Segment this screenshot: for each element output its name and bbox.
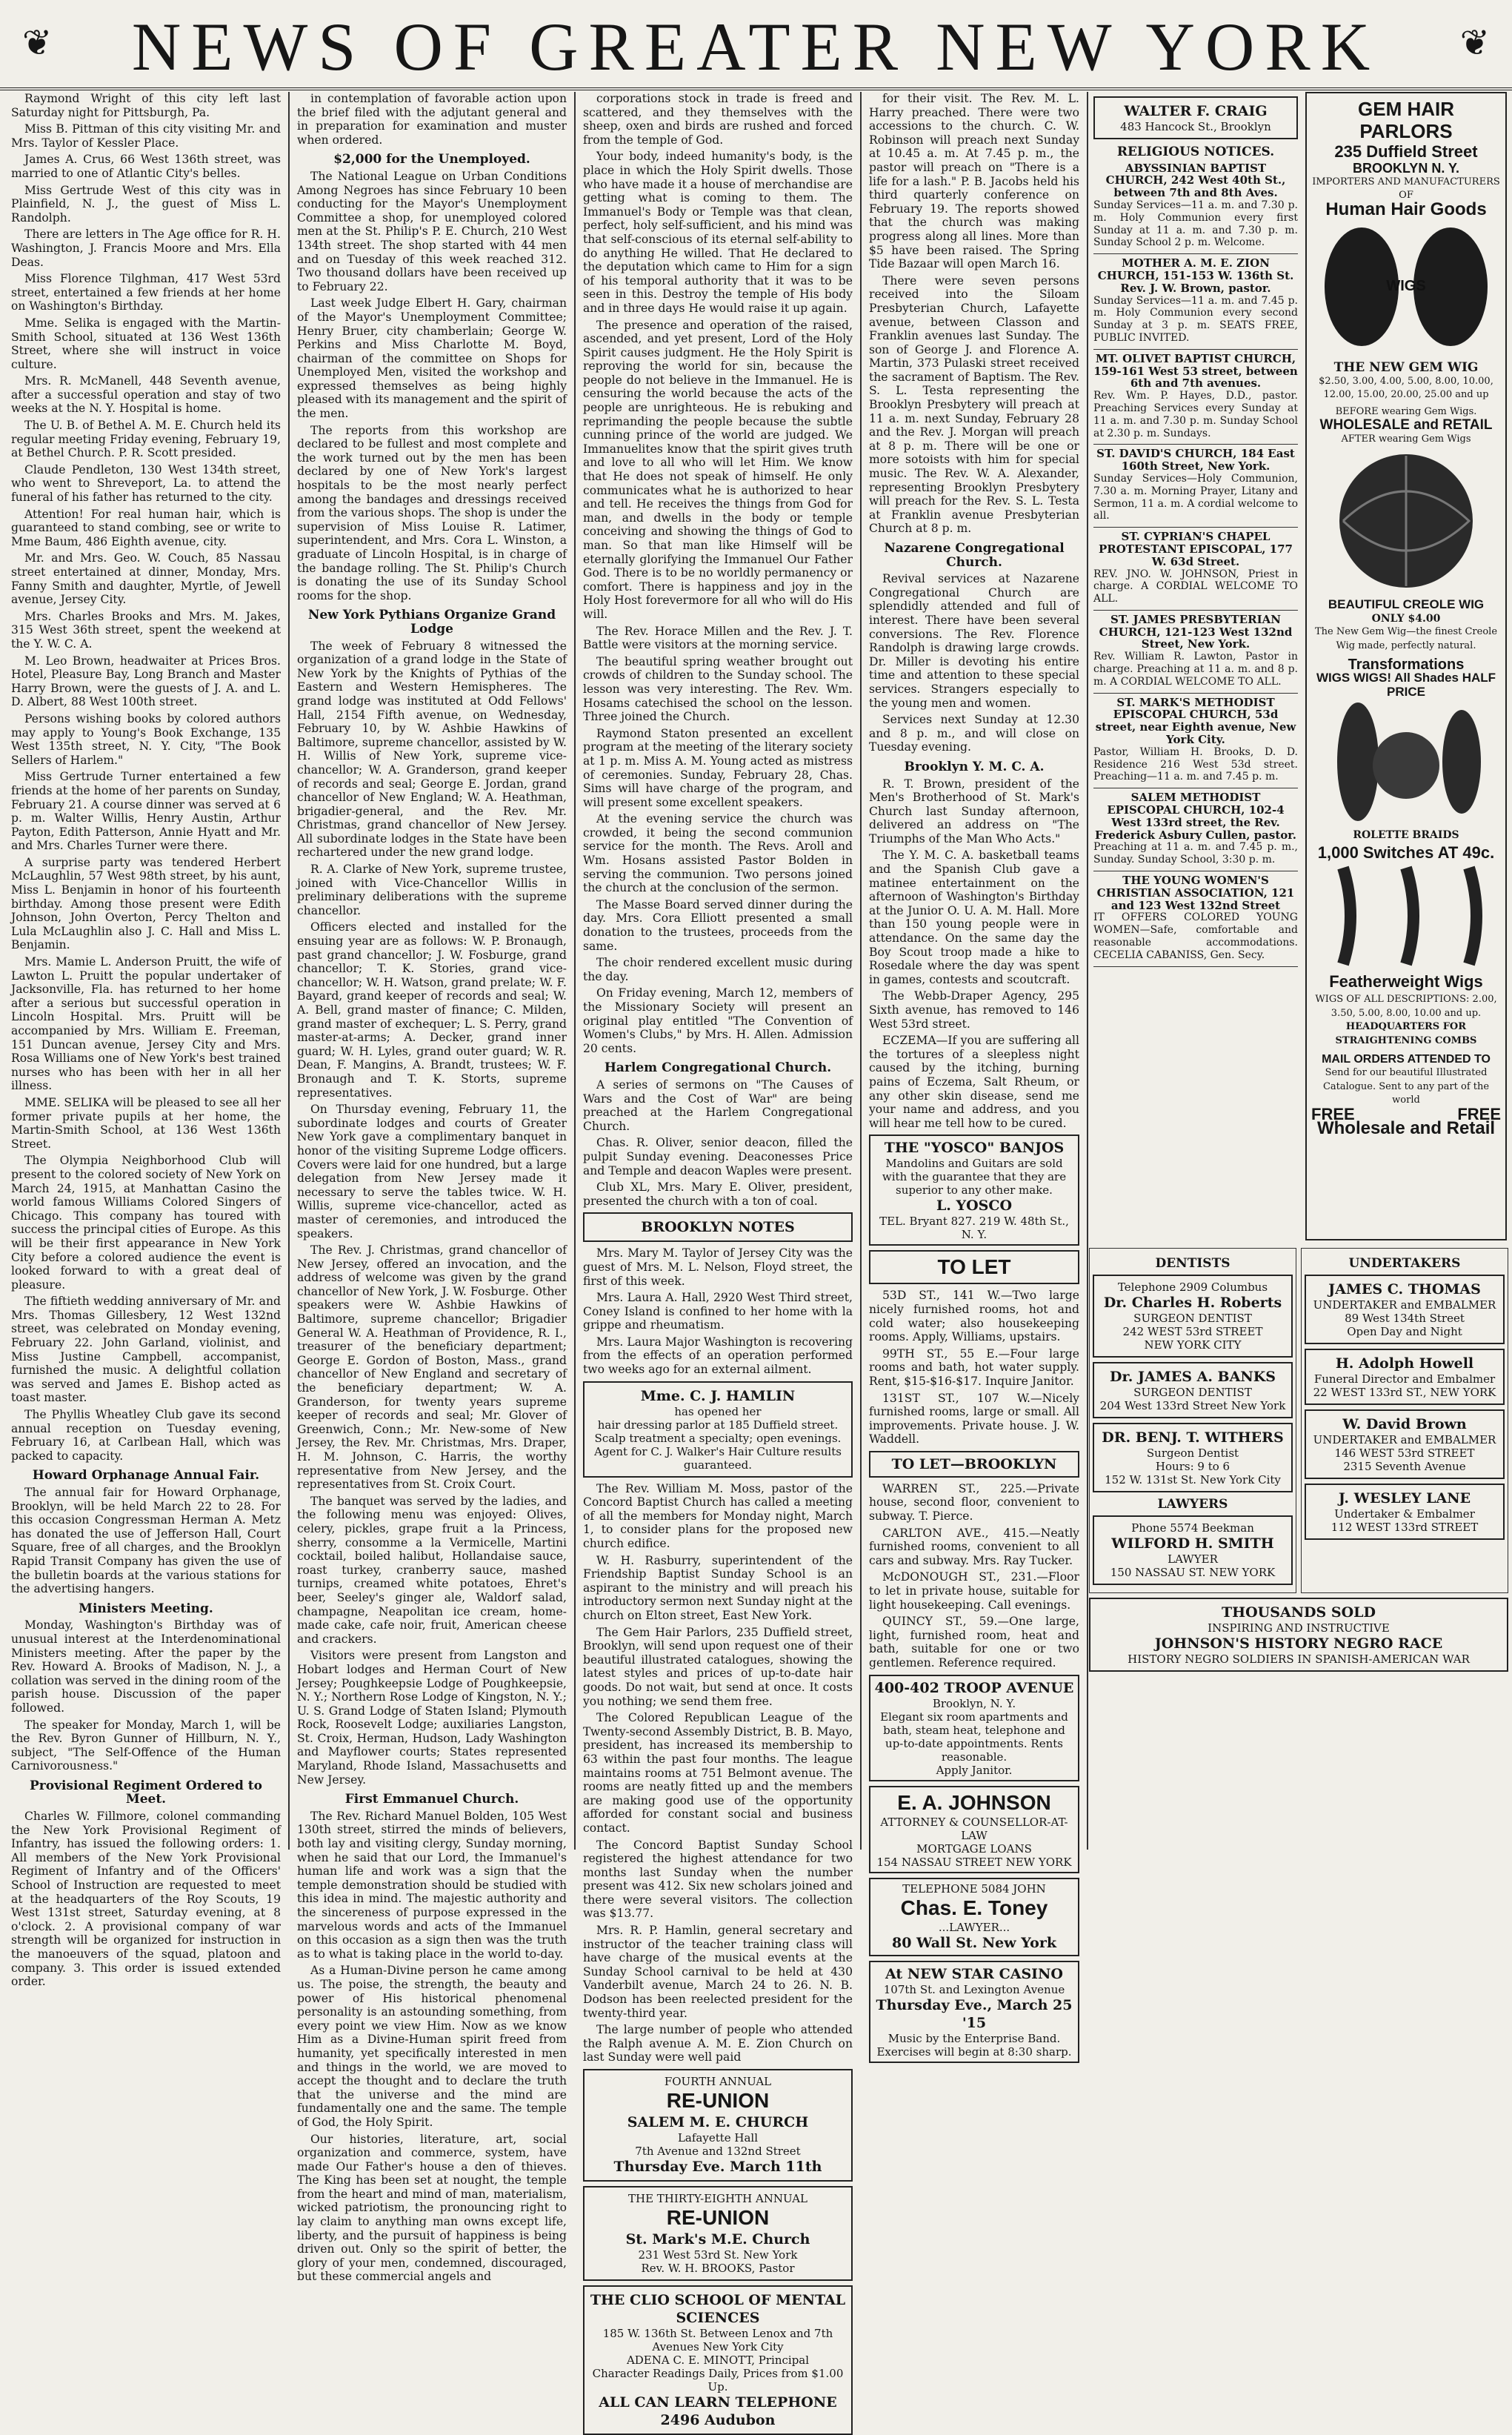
notice-title: ST. DAVID'S CHURCH, 184 East 160th Street, New York. bbox=[1096, 447, 1295, 474]
notice-body: Rev. Wm. P. Hayes, D.D., pastor. Preaching Services every Sunday at 11 a. m. and 7.30 p. m. Sunday School at 2.30 p. m. Sundays. bbox=[1093, 390, 1298, 439]
article-paragraph: The large number of people who attended the Ralph avenue A. M. E. Zion Church on last Sunday were well paid bbox=[583, 2023, 853, 2064]
article-paragraph: The banquet was served by the ladies, and the following menu was enjoyed: Olives, celery, pickles, grape fruit a la Princess, sherry, consomme a la Vermicelle, Martini cocktail, boiled halibut, Hollandaise sauce, roast turkey, cranberry sauce, mashed turnips, creamed white potatoes, Ehret's beer, Seeley's ginger ale, Waldorf salad, champagne, Neapolitan ice cream, home-made cake, cafe noir, fruit, American cheese and crackers. bbox=[297, 1494, 567, 1646]
notice-title: MOTHER A. M. E. ZION CHURCH, 151-153 W. 136th St. Rev. J. W. Brown, pastor. bbox=[1097, 256, 1294, 295]
notice-divider bbox=[1093, 444, 1298, 445]
article-paragraph: A surprise party was tendered Herbert McLaughlin, 57 West 98th street, by his aunt, Miss L. Benjamin in honor of his fourteenth birthday. Among those present were Edith Johnson, John Overton, Percy Thelton and Lula McLaughlin also J. C. Hall and Miss L. Benjamin. bbox=[11, 855, 281, 952]
column-1-articles bbox=[11, 92, 281, 1989]
article-paragraph: On Thursday evening, February 11, the subordinate lodges and courts of Greater New York gave a complimentary banquet in honor of the visiting Supreme Lodge officers. Covers were laid for one hundred, but a large delegation from New Jersey made it necessary to serve the tables twice. W. H. Willis, supreme vice-chancellor, acted as master of ceremonies, and introduced the speakers. bbox=[297, 1103, 567, 1240]
article-paragraph: Brooklyn Y. M. C. A. bbox=[904, 759, 1045, 774]
article-paragraph: The presence and operation of the raised, ascended, and yet present, Lord of the Holy Spirit causes judgment. He the Holy Spirit is reproving the world for sin, because the people do not believe in the Immanuel. He is censuring the world because the acts of the people are unrighteous. He is rebuking and reprimanding the people because the subtle cunning prince of the world are judged. We Immanuelites know that the spirit gives truth and love to all who will let Him. We know that He does not speak of himself. He only communicates what he is authorized to hear and tell. He receives the things from God for man, and dwells in the body or temple conceiving and showing the things of God to man. So that man like Himself will be eternally glorifying the Immanuel Our Father God. There is to be no worldly permanency or comfort. There is happiness and joy in the Holy Host forevermore for all who will do His will. bbox=[583, 318, 853, 621]
notice-title: MT. OLIVET BAPTIST CHURCH, 159-161 West 53 street, between 6th and 7th avenues. bbox=[1093, 351, 1298, 391]
article-paragraph: The week of February 8 witnessed the organization of a grand lodge in the State of New York by the Knights of Pythias of the Eastern and Western Hemispheres. The grand lodge was instituted at Odd Fellows' Hall, 2154 Fifth avenue, on Wednesday, February 10, by W. Ashbie Hawkins of Baltimore, supreme chancellor, assisted by W. H. Willis of New York, supreme vice-chancellor; W. A. Granderson, grand keeper of records and seal; George E. Jordan, grand chancellor of New England; W. A. Heathman, brigadier-general, and the Rev. Mr. Christmas, grand chancellor of New Jersey. All subordinate lodges in the State have been rechartered under the new grand lodge. bbox=[297, 639, 567, 860]
religious-notice bbox=[1093, 448, 1298, 522]
article-paragraph: Harlem Congregational Church. bbox=[604, 1060, 832, 1076]
notice-divider bbox=[1093, 253, 1298, 254]
religious-notices-heading: RELIGIOUS NOTICES. bbox=[1116, 144, 1275, 159]
article-paragraph: On Friday evening, March 12, members of the Missionary Society will present an original play entitled "The Convention of Women's Clubs," by Mrs. H. Allen. Admission 20 cents. bbox=[583, 986, 853, 1055]
religious-notice bbox=[1093, 697, 1298, 784]
dentists-section: DENTISTS Telephone 2909 Columbus Dr. Charles H. Roberts SURGEON DENTIST 242 WEST 53rd STREET NEW YORK CITY Dr. JAMES A. BANKS SURGEON DENTIST 204 West 133rd Street New York DR. BENJ. T. WITHERS Surgeon Dentist Hours: 9 to 6 152 W. 131st St. New York City LAWYERS Phone 5574 Beekman WILFORD H. SMITH LAWYER 150 NASSAU ST. NEW YORK bbox=[1089, 1248, 1296, 1593]
notice-divider bbox=[1093, 349, 1298, 350]
notice-divider bbox=[1093, 527, 1298, 528]
article-paragraph: 53D ST., 141 W.—Two large nicely furnished rooms, hot and cold water; also housekeeping rooms. Apply, Williams, upstairs. bbox=[869, 1289, 1079, 1344]
johnson-attorney-ad: E. A. JOHNSON ATTORNEY & COUNSELLOR-AT-LAW MORTGAGE LOANS 154 NASSAU STREET NEW YORK bbox=[869, 1786, 1079, 1873]
article-paragraph: The choir rendered excellent music during the day. bbox=[583, 956, 853, 983]
article-paragraph: $2,000 for the Unemployed. bbox=[333, 152, 530, 167]
ornament-left-icon: ❦ bbox=[22, 22, 53, 64]
gem-hair-parlors-ad: GEM HAIR PARLORS 235 Duffield Street BROOKLYN N. Y. IMPORTERS AND MANUFACTURERS OF Human Hair Goods WIGS THE NEW GEM WIG $2.50, 3.00, 4.00, 5.00, 8.00, 10.00, 12.00, 15.00, 20.00, 25.00 and up BEFORE wearing Gem Wigs. WHOLESALE and RETAIL AFTER wearing Gem Wigs BEAUTIFUL CREOLE WIG ONLY $4.00 The New Gem Wig—the finest Creole Wig made, perfectly natural. Transformations WIGS WIGS! All Shades HALF PRICE ROLETTE BRAIDS 1,000 Switches AT 49c. Featherweight Wigs WIGS OF ALL DESCRIPTIONS: 2.00, 3.50, 5.00, 8.00, 10.00 and up. HEADQUARTERS FOR STRAIGHTENING COMBS MAIL ORDERS ATTENDED TO Send for our beautiful Illustrated Catalogue. Sent to any part of the world FREE FREE Wholesale and Retail bbox=[1305, 92, 1507, 1240]
column-rule bbox=[288, 92, 290, 1850]
article-paragraph: Mr. and Mrs. Geo. W. Couch, 85 Nassau street entertained at dinner, Monday, Mrs. Fanny Smith and daughter, Myrtle, of Jewell avenue, Jersey City. bbox=[11, 551, 281, 607]
notice-body: IT OFFERS COLORED YOUNG WOMEN—Safe, comfortable and reasonable accommodations. CECELIA CABANISS, Gen. Secy. bbox=[1093, 911, 1298, 961]
notice-title: SALEM METHODIST EPISCOPAL CHURCH, 102-4 West 133rd street, the Rev. Frederick Asbury Cullen, pastor. bbox=[1095, 791, 1296, 842]
article-paragraph: CARLTON AVE., 415.—Neatly furnished rooms, convenient to all cars and subway. Mrs. Ray Tucker. bbox=[869, 1526, 1079, 1567]
toney-lawyer-ad: TELEPHONE 5084 JOHN Chas. E. Toney ...LAWYER... 80 Wall St. New York bbox=[869, 1878, 1079, 1956]
article-paragraph: Mme. Selika is engaged with the Martin-Smith School, situated at 136 West 136th Street, where she will instruct in voice culture. bbox=[11, 316, 281, 371]
column-1 bbox=[4, 92, 287, 1989]
column-4 bbox=[862, 92, 1086, 2059]
religious-notices bbox=[1093, 162, 1298, 967]
craig-ad: WALTER F. CRAIG 483 Hancock St., Brooklyn bbox=[1093, 96, 1298, 139]
notice-divider bbox=[1093, 966, 1298, 967]
article-paragraph: The Phyllis Wheatley Club gave its second annual reception on Tuesday evening, February 16, at Carlbean Hall, which was packed to capacity. bbox=[11, 1408, 281, 1463]
free-badge-left: FREE bbox=[1311, 1105, 1355, 1123]
braided-hair-image bbox=[1313, 447, 1499, 595]
to-let-brooklyn-heading: TO LET—BROOKLYN bbox=[869, 1451, 1079, 1478]
article-paragraph: The Masse Board served dinner during the day. Mrs. Cora Elliott presented a small donation to the trustees, proceeds from the same. bbox=[583, 897, 853, 953]
article-paragraph: Provisional Regiment Ordered to Meet. bbox=[30, 1778, 262, 1807]
article-paragraph: The fiftieth wedding anniversary of Mr. and Mrs. Thomas Gillesbery, 12 West 132nd street, was celebrated on Monday evening, February 22. John Garland, violinist, and Miss Justine Campbell, accompanist, furnished the music. A delightful collation was served and James E. Bishop acted as toast master. bbox=[11, 1295, 281, 1405]
notice-body: Pastor, William H. Brooks, D. D. Residence 216 West 53d street. Preaching—11 a. m. and 7.45 p. m. bbox=[1093, 745, 1298, 783]
clio-school-ad: THE CLIO SCHOOL OF MENTAL SCIENCES 185 W. 136th St. Between Lenox and 7th Avenues New York City ADENA C. E. MINOTT, Principal Character Readings Daily, Prices from $1.00 Up. ALL CAN LEARN TELEPHONE 2496 Audubon bbox=[583, 2285, 853, 2435]
article-paragraph: Mrs. R. McManell, 448 Seventh avenue, after a successful operation and stay of two weeks at the N. Y. Hospital is home. bbox=[11, 374, 281, 416]
page-title: NEWS OF GREATER NEW YORK bbox=[131, 9, 1381, 84]
article-paragraph: Howard Orphanage Annual Fair. bbox=[32, 1468, 260, 1484]
hamlin-ad: Mme. C. J. HAMLIN has opened her hair dressing parlor at 185 Duffield street. Scalp treatment a specialty; open evenings. Agent for C. J. Walker's Hair Culture results guaranteed. bbox=[583, 1381, 853, 1478]
troop-avenue-ad: 400-402 TROOP AVENUE Brooklyn, N. Y. Elegant six room apartments and bath, steam heat, telephone and up-to-date appointments. Rents reasonable. Apply Janitor. bbox=[869, 1675, 1079, 1781]
switches-image bbox=[1313, 860, 1499, 971]
religious-notice bbox=[1093, 614, 1298, 688]
religious-notice bbox=[1093, 791, 1298, 866]
article-paragraph: The Rev. William M. Moss, pastor of the Concord Baptist Church has called a meeting of all the members for Monday night, March 1, to consider plans for the proposed new church edifice. bbox=[583, 1481, 853, 1551]
article-paragraph: R. T. Brown, president of the Men's Brotherhood of St. Mark's Church last Sunday afternoon, delivered an address on "The Triumphs of the Man Who Acts." bbox=[869, 777, 1079, 846]
column-4-articles bbox=[869, 92, 1079, 1130]
article-paragraph: Chas. R. Oliver, senior deacon, filled the pulpit Sunday evening. Deaconesses Price and Temple and deacon Waples were present. bbox=[583, 1136, 853, 1177]
column-2-articles bbox=[297, 92, 567, 2284]
article-paragraph: Your body, indeed humanity's body, is the place in which the Holy Spirit dwells. Those who have made it a house of merchandise are getting what is coming to them. The Immanuel's Body or Temple was that clean, perfect, holy self-sufficient, and his mind was that self-conscious of its eternal self-ability to do anything He willed. That He declared to the deputation which came to Him for a sign of his temporal authority that it was to be seen in this. Destroy the temple of His body and in three days He would raise it up again. bbox=[583, 150, 853, 315]
yosco-banjos-ad: THE "YOSCO" BANJOS Mandolins and Guitars are sold with the guarantee that they are superior to any other make. L. YOSCO TEL. Bryant 827. 219 W. 48th St., N. Y. bbox=[869, 1135, 1079, 1246]
article-paragraph: Visitors were present from Langston and Hobart lodges and Herman Court of New Jersey; Poughkeepsie Lodge of Poughkeepsie, N. Y.; Northern Rose Lodge of Kingston, N. Y.; U. S. Grand Lodge of Staten Island; Plymouth Rock, Roosevelt Lodge; auxiliaries Langston, St. Croix, Herman, Hudson, Lady Washington and Mayflower courts; States represented Maryland, Rhode Island, Massachusetts and New Jersey. bbox=[297, 1649, 567, 1787]
article-paragraph: There were seven persons received into the Siloam Presbyterian Church, Lafayette avenue, between Classon and Franklin avenues last Sunday. The son of George J. and Florence A. Martin, 373 Pulaski street received the sacrament of Baptism. The Rev. S. L. Testa representing the Brooklyn Presbytery will preach at 11 a. m. next Sunday, February 28 and the Rev. J. Morgan will preach at 8 p. m. There will be one or more sotoists with him for special music. The Rev. W. A. Alexander, representing Brooklyn Presbytery will preach for the Rev. S. L. Testa at Franklin avenue Presbyterian Church at 8 p. m. bbox=[869, 273, 1079, 536]
religious-notice bbox=[1093, 353, 1298, 440]
article-paragraph: Ministers Meeting. bbox=[79, 1601, 213, 1616]
article-paragraph: Mrs. Charles Brooks and Mrs. M. Jakes, 315 West 36th street, spent the weekend at the Y. W. C. A. bbox=[11, 609, 281, 651]
smith-lawyer-card: Phone 5574 Beekman WILFORD H. SMITH LAWYER 150 NASSAU ST. NEW YORK bbox=[1093, 1515, 1293, 1585]
notice-title: ABYSSINIAN BAPTIST CHURCH, 242 West 40th St., between 7th and 8th Aves. bbox=[1105, 161, 1286, 200]
brooklyn-notes bbox=[583, 1246, 853, 1376]
article-paragraph: The Y. M. C. A. basketball teams and the Spanish Club gave a matinee entertainment on the afternoon of Washington's Birthday at the Junior O. U. A. M. Hall. More than 150 young people were in attendance. On the same day the Boy Scout troop made a hike to Rosedale where the day was spent in games, contests and scoutcraft. bbox=[869, 848, 1079, 986]
article-paragraph: Last week Judge Elbert H. Gary, chairman of the Mayor's Unemployment Committee; Henry Bruer, city chamberlain; George W. Perkins and Miss Charlotte M. Boyd, chairman of the committee on Shops for Unemployed Men, visited the workshop and expressed themselves as being highly pleased with its management and the spirit of the men. bbox=[297, 296, 567, 421]
article-paragraph: Claude Pendleton, 130 West 134th street, who went to Shreveport, La. to attend the funeral of his father has returned to the city. bbox=[11, 462, 281, 505]
notice-body: Sunday Services—11 a. m. and 7.30 p. m. Holy Communion every first Sunday at 11 a. m. and 7.30 p. m. Sunday School 2 p. m. Welcome. bbox=[1093, 199, 1298, 249]
masthead bbox=[0, 0, 1512, 90]
article-paragraph: QUINCY ST., 59.—One large, light, furnished room, heat and bath, suitable for one or two gentlemen. Reference required. bbox=[869, 1615, 1079, 1670]
article-paragraph: Officers elected and installed for the ensuing year are as follows: W. P. Bronaugh, past grand chancellor; J. W. Fosburge, grand chancellor; T. K. Stories, grand vice-chancellor; W. H. Watson, grand prelate; W. F. Bayard, grand keeper of records and seal; W. A. Bell, grand master of finance; C. Milden, grand master of exchequer; L. S. Perry, grand master-at-arms; A. Decker, grand inner guard; W. H. Lyles, grand outer guard; W. R. Dean, F. Mangins, A. Brandt, trustees; W. F. Bronaugh and T. K. Storts, supreme representatives. bbox=[297, 920, 567, 1100]
rolette-braids-image bbox=[1313, 699, 1499, 825]
article-paragraph: The Olympia Neighborhood Club will present to the colored society of New York on March 24, 1915, at Manhattan Casino the world famous Williams Colored Singers of Chicago. This company has toured with success the principal cities of Europe. As this will be their first appearance in New York City before a colored audience the event is looked forward to with a great deal of pleasure. bbox=[11, 1154, 281, 1292]
article-paragraph: Nazarene Congregational Church. bbox=[884, 541, 1065, 570]
article-paragraph: R. A. Clarke of New York, supreme trustee, joined with Vice-Chancellor Willis in preliminary deliberations with the supreme chancellor. bbox=[297, 863, 567, 917]
free-badge-right: FREE bbox=[1457, 1105, 1501, 1123]
article-paragraph: 131ST ST., 107 W.—Nicely furnished rooms, large or small. All improvements. Private house. J. W. Waddell. bbox=[869, 1391, 1079, 1446]
article-paragraph: James A. Crus, 66 West 136th street, was married to one of Atlantic City's belles. bbox=[11, 153, 281, 180]
article-paragraph: The National League on Urban Conditions Among Negroes has since February 10 been conducting for the Mayor's Unemployment Committee a shop, for unemployed colored men at the St. Philip's P. E. Church, 210 West 134th street. The shop started with 44 men and on Tuesday of this week reached 312. Two thousand dollars have been received up to February 22. bbox=[297, 169, 567, 293]
notice-title: ST. CYPRIAN'S CHAPEL PROTESTANT EPISCOPAL, 177 W. 63d Street. bbox=[1098, 530, 1293, 568]
article-paragraph: The beautiful spring weather brought out crowds of children to the Sunday school. The lesson was very interesting. The Rev. Wm. Hosams catechised the school on the lesson. Three joined the Church. bbox=[583, 654, 853, 724]
withers-dentist-card: DR. BENJ. T. WITHERS Surgeon Dentist Hours: 9 to 6 152 W. 131st St. New York City bbox=[1093, 1423, 1293, 1492]
article-paragraph: MME. SELIKA will be pleased to see all her former private pupils at her home, the Martin-Smith School, at 136 West 136th Street. bbox=[11, 1095, 281, 1151]
to-let-brooklyn-listings bbox=[869, 1482, 1079, 1670]
notice-title: THE YOUNG WOMEN'S CHRISTIAN ASSOCIATION, 121 and 123 West 132nd Street bbox=[1096, 874, 1295, 912]
article-paragraph: New York Pythians Organize Grand Lodge bbox=[307, 608, 556, 637]
article-paragraph: The Rev. J. Christmas, grand chancellor of New Jersey, offered an invocation, and the address of welcome was given by the grand chancellor of New York, J. W. Fosburge. Other speakers were W. Ashbie Hawkins of Baltimore, supreme chancellor; Brigadier General W. A. Heathman of Providence, R. I., treasurer of the beneficiary department; George E. Gordon of Boston, Mass., grand chancellor of New England and secretary of the beneficiary department; W. A. Granderson, for twenty years supreme keeper of records and seal; Mr. Glover of Greenwich, Conn.; Mr. New-some of New Jersey, the Rev. Mr. Christmas, Mrs. Draper, H. M. Johnson, C. Harris, the worthy representative from New Jersey, and the representatives from St. Croix Court. bbox=[297, 1243, 567, 1492]
professional-cards bbox=[1089, 1248, 1508, 1676]
article-paragraph: for their visit. The Rev. M. L. Harry preached. There were two accessions to the church. C. W. Robinson will preach next Sunday at 10.45 a. m. At 7.45 p. m., the pastor will preach on "There is a life for a lash." P. B. Jacobs held his third quarterly conference on February 19. The reports showed that the church was making progress along all lines. More than $5 have been raised. The Spring Tide Bazaar will open March 16. bbox=[869, 92, 1079, 271]
article-paragraph: The Gem Hair Parlors, 235 Duffield street, Brooklyn, will send upon request one of their beautiful illustrated catalogues, showing the latest styles and prices of up-to-date hair goods. Do not wait, but send at once. It costs you nothing; we send them free. bbox=[583, 1625, 853, 1708]
article-paragraph: Mrs. Laura A. Hall, 2920 West Third street, Coney Island is confined to her home with la grippe and rheumatism. bbox=[583, 1291, 853, 1332]
religious-notice bbox=[1093, 162, 1298, 250]
article-paragraph: Monday, Washington's Birthday was of unusual interest at the Interdenominational Ministers meeting. After the paper by the Rev. Howard A. Brooks of Madison, N. J., a collation was served in the dining room of the parish house. Discussion of the paper followed. bbox=[11, 1618, 281, 1715]
column-rule bbox=[1087, 92, 1088, 1850]
article-paragraph: The Rev. Horace Millen and the Rev. J. T. Battle were visitors at the morning service. bbox=[583, 624, 853, 652]
article-paragraph: The Concord Baptist Sunday School registered the highest attendance for two months last Sunday when the number present was 412. Six new scholars joined and there were several visitors. The collection was $13.77. bbox=[583, 1838, 853, 1921]
svg-text:WIGS: WIGS bbox=[1386, 278, 1426, 295]
article-paragraph: Persons wishing books by colored authors may apply to Young's Book Exchange, 135 West 135th street, N. Y. City, "The Book Sellers of Harlem." bbox=[11, 711, 281, 767]
article-paragraph: Raymond Wright of this city left last Saturday night for Pittsburgh, Pa. bbox=[11, 92, 281, 119]
star-casino-ad: At NEW STAR CASINO 107th St. and Lexington Avenue Thursday Eve., March 25 '15 Music by the Enterprise Band. Exercises will begin at 8:30 sharp. bbox=[869, 1961, 1079, 2063]
roberts-dentist-card: Telephone 2909 Columbus Dr. Charles H. Roberts SURGEON DENTIST 242 WEST 53rd STREET NEW YORK CITY bbox=[1093, 1275, 1293, 1358]
column-5 bbox=[1089, 92, 1508, 1850]
to-let-listings bbox=[869, 1289, 1079, 1446]
salem-reunion-ad: FOURTH ANNUAL RE-UNION SALEM M. E. CHURCH Lafayette Hall 7th Avenue and 132nd Street Thursday Eve. March 11th bbox=[583, 2069, 853, 2182]
article-paragraph: Services next Sunday at 12.30 and 8 p. m., and will close on Tuesday evening. bbox=[869, 713, 1079, 754]
column-rule bbox=[574, 92, 576, 1850]
dentists-and-undertakers bbox=[1089, 1248, 1508, 1593]
column-rule bbox=[860, 92, 862, 1850]
notice-body: Sunday Services—Holy Communion, 7.30 a. m. Morning Prayer, Litany and Sermon, 11 a. m. A cordial welcome to all. bbox=[1093, 472, 1298, 522]
brooklyn-notes-heading: BROOKLYN NOTES bbox=[583, 1212, 853, 1242]
article-paragraph: Raymond Staton presented an excellent program at the meeting of the literary society at 1 p. m. Miss A. M. Young acted as mistress of ceremonies. Sunday, February 28, Chas. Sims will have charge of the program, and will present some excellent speakers. bbox=[583, 726, 853, 809]
notice-divider bbox=[1093, 610, 1298, 611]
notice-body: Preaching at 11 a. m. and 7.45 p. m., Sunday. Sunday School, 3:30 p. m. bbox=[1093, 841, 1298, 866]
article-paragraph: Attention! For real human hair, which is guaranteed to stand combing, see or write to Mme Baum, 486 Eighth avenue, city. bbox=[11, 507, 281, 548]
banks-dentist-card: Dr. JAMES A. BANKS SURGEON DENTIST 204 West 133rd Street New York bbox=[1093, 1362, 1293, 1418]
article-paragraph: Miss Gertrude Turner entertained a few friends at the home of her parents on Sunday, February 21. A course dinner was served at 6 p. m. Walter Willis, Henry Austin, Arthur Payton, Edith Patterson, Annie Hyatt and Mr. and Mrs. Charles Turner were there. bbox=[11, 770, 281, 853]
article-paragraph: Our histories, literature, art, social organization and commerce, system, have made Our Father's house a den of thieves. The King has been set at nought, the temple from the heart and mind of man, materialism, wicked patriotism, the pronouncing right to lay claim to anything man owns except life, liberty, and the pursuit of happiness is being driven out. Only so the spirit of better, the glory of your men, condemned, discouraged, but these commercial angels and bbox=[297, 2132, 567, 2284]
article-paragraph: The annual fair for Howard Orphanage, Brooklyn, will be held March 22 to 28. For this occasion Congressman Herman A. Metz has donated the use of Jefferson Hall, Court Square, free of all charges, and the Brooklyn Rapid Transit Company has given the use of the bulletin boards at the various stations for the advertising hangers. bbox=[11, 1486, 281, 1596]
howell-undertaker-card: H. Adolph Howell Funeral Director and Embalmer 22 WEST 133rd ST., NEW YORK bbox=[1305, 1349, 1505, 1405]
article-paragraph: Mrs. Mamie L. Anderson Pruitt, the wife of Lawton L. Pruitt the popular undertaker of Jacksonville, Fla. has returned to her home after a serious but successful operation in Lincoln Hospital. Mrs. Pruitt will be accompanied by Mrs. William E. Freeman, 151 Duncan avenue, Jersey City and Mrs. Rosa Williams one of New York's best trained nurses who has been with her in all her illness. bbox=[11, 955, 281, 1093]
notice-body: Rev. William R. Lawton, Pastor in charge. Preaching at 11 a. m. and 8 p. m. A CORDIAL WELCOME TO ALL. bbox=[1093, 651, 1298, 688]
article-paragraph: First Emmanuel Church. bbox=[344, 1792, 519, 1807]
undertakers-section: UNDERTAKERS JAMES C. THOMAS UNDERTAKER and EMBALMER 89 West 134th Street Open Day and Night H. Adolph Howell Funeral Director and Embalmer 22 WEST 133rd ST., NEW YORK W. David Brown UNDERTAKER and EMBALMER 146 WEST 53rd STREET 2315 Seventh Avenue J. WESLEY LANE Undertaker & Embalmer 112 WEST 133rd STREET bbox=[1301, 1248, 1508, 1593]
article-paragraph: The Colored Republican League of the Twenty-second Assembly District, B. B. Mayo, president, has increased its membership to 63 within the past four months. The league maintains rooms at 751 Belmont avenue. The rooms are neatly fitted up and the members are making good use of the opportunity afforded for constant social and business contact. bbox=[583, 1711, 853, 1835]
article-paragraph: corporations stock in trade is freed and scattered, and they themselves with the sheep, oxen and birds are rushed and forced from the temple of God. bbox=[583, 92, 853, 147]
column-3-articles bbox=[583, 92, 853, 1208]
article-paragraph: Revival services at Nazarene Congregational Church are splendidly attended and full of interest. There have been several conversions. The Rev. Florence Randolph is drawing large crowds. Dr. Miller is devoting his entire time and attention to these special services. Strangers especially to the young men and women. bbox=[869, 572, 1079, 710]
brooklyn-notes-continued bbox=[583, 1482, 853, 2064]
article-paragraph: As a Human-Divine person he came among us. The poise, the strength, the beauty and power of His historical phenomenal personality is an astounding something, from every point we view Him. Now as we know Him as a Divine-Human spirit freed from humanity, yet specifically interested in men and things in the world, we are moved to accept the thought and to declare the truth that the universe and the mind are fundamentally one and the same. The temple of God, the Holy Spirit. bbox=[297, 1964, 567, 2129]
notice-title: ST. MARK'S METHODIST EPISCOPAL CHURCH, 53d street, near Eighth avenue, New York City. bbox=[1095, 695, 1296, 747]
article-paragraph: The U. B. of Bethel A. M. E. Church held its regular meeting Friday evening, February 19, at Bethel Church. P. R. Scott presided. bbox=[11, 419, 281, 460]
brown-undertaker-card: W. David Brown UNDERTAKER and EMBALMER 146 WEST 53rd STREET 2315 Seventh Avenue bbox=[1305, 1409, 1505, 1479]
article-paragraph: Charles W. Fillmore, colonel commanding the New York Provisional Regiment of Infantry, has issued the following orders: 1. All members of the New York Provisional Regiment of Infantry and of the Officers' School of Instruction are requested to meet at the headquarters of the Roy Scouts, 19 West 131st street, Saturday evening, at 8 o'clock. 2. A provisional company of war strength will be organized for instruction in the manoeuvers of the squad, platoon and company. 3. This order is issued extended order. bbox=[11, 1810, 281, 1989]
notice-title: ST. JAMES PRESBYTERIAN CHURCH, 121-123 West 132nd Street, New York. bbox=[1099, 612, 1293, 651]
article-paragraph: The reports from this workshop are declared to be fullest and most complete and the work turned out by the men has been declared by one of New York's largest hospitals to be the most nearly perfect among the bandages and dressings received from the various shops. The shop is under the supervision of Miss Louise R. Latimer, superintendent, and Mrs. Cora L. Winston, a graduate of Lincoln Hospital, is in charge of the bandage rolling. The St. Philip's Church is donating the use of its Sunday School rooms for the shop. bbox=[297, 423, 567, 602]
article-paragraph: Miss Florence Tilghman, 417 West 53rd street, entertained a few friends at her home on Washington's Birthday. bbox=[11, 272, 281, 313]
article-paragraph: Mrs. Mary M. Taylor of Jersey City was the guest of Mrs. M. L. Nelson, Floyd street, the first of this week. bbox=[583, 1246, 853, 1288]
article-paragraph: The Rev. Richard Manuel Bolden, 105 West 130th street, stirred the minds of believers, both lay and visiting clergy, Sunday morning, when he said that our Lord, the Immanuel's human life and work was a sign that the temple demonstration should be studied with this idea in mind. The majestic authority and the sincereness of purpose expressed in the marvelous words and acts of the Immanuel on this occasion as a sign then was the truth as to what is taking place in the world to-day. bbox=[297, 1809, 567, 1961]
article-paragraph: There are letters in The Age office for R. H. Washington, J. Francis Moore and Mrs. Ella Deas. bbox=[11, 227, 281, 269]
article-paragraph: Miss Gertrude West of this city was in Plainfield, N. J., the guest of Miss L. Randolph. bbox=[11, 183, 281, 225]
wig-portraits-image bbox=[1313, 216, 1499, 357]
article-paragraph: M. Leo Brown, headwaiter at Prices Bros. Hotel, Pleasure Bay, Long Branch and Master Harry Brown, were the guests of J. A. and L. D. Albert, 88 West 100th street. bbox=[11, 654, 281, 709]
article-paragraph: The Webb-Draper Agency, 295 Sixth avenue, has removed to 146 West 53rd street. bbox=[869, 989, 1079, 1031]
article-paragraph: W. H. Rasburry, superintendent of the Friendship Baptist Sunday School is an aspirant to the ministry and will preach his introductory sermon next Sunday night at the church on Elton street, East New York. bbox=[583, 1553, 853, 1622]
article-paragraph: 99TH ST., 55 E.—Four large rooms and bath, hot water supply. Rent, $15-$16-$17. Inquire Janitor. bbox=[869, 1346, 1079, 1388]
ornament-right-icon: ❦ bbox=[1459, 22, 1490, 64]
st-marks-reunion-ad: THE THIRTY-EIGHTH ANNUAL RE-UNION St. Mark's M.E. Church 231 West 53rd St. New York Rev. W. H. BROOKS, Pastor bbox=[583, 2186, 853, 2281]
thomas-undertaker-card: JAMES C. THOMAS UNDERTAKER and EMBALMER 89 West 134th Street Open Day and Night bbox=[1305, 1275, 1505, 1344]
article-paragraph: Club XL, Mrs. Mary E. Oliver, president, presented the church with a ton of coal. bbox=[583, 1180, 853, 1208]
history-book-ad: THOUSANDS SOLD INSPIRING AND INSTRUCTIVE JOHNSON'S HISTORY NEGRO RACE HISTORY NEGRO SOLDIERS IN SPANISH-AMERICAN WAR bbox=[1089, 1598, 1508, 1672]
notice-divider bbox=[1093, 693, 1298, 694]
article-paragraph: Miss B. Pittman of this city visiting Mr. and Mrs. Taylor of Kessler Place. bbox=[11, 122, 281, 150]
article-paragraph: WARREN ST., 225.—Private house, second floor, convenient to subway. T. Pierce. bbox=[869, 1481, 1079, 1524]
article-paragraph: ECZEMA—If you are suffering all the tortures of a sleepless night caused by the itching, burning pains of Eczema, Salt Rheum, or any other skin disease, send me your name and address, and you will hear me tell how to be cured. bbox=[869, 1034, 1079, 1130]
column-2 bbox=[290, 92, 573, 2284]
article-paragraph: McDONOUGH ST., 231.—Floor to let in private house, suitable for light housekeeping. Call evenings. bbox=[869, 1570, 1079, 1612]
notice-body: REV. JNO. W. JOHNSON, Priest in charge. A CORDIAL WELCOME TO ALL. bbox=[1093, 568, 1298, 605]
notice-body: Sunday Services—11 a. m. and 7.45 p. m. Holy Communion every second Sunday at 3 p. m. SEATS FREE, PUBLIC INVITED. bbox=[1093, 294, 1298, 344]
religious-notice bbox=[1093, 257, 1298, 345]
lane-undertaker-card: J. WESLEY LANE Undertaker & Embalmer 112 WEST 133rd STREET bbox=[1305, 1484, 1505, 1540]
article-paragraph: The speaker for Monday, March 1, will be the Rev. Byron Gunner of Hillburn, N. Y., subject, "The Self-Offence of the Human Carnivorousness." bbox=[11, 1718, 281, 1773]
to-let-heading: TO LET bbox=[869, 1250, 1079, 1284]
religious-notice bbox=[1093, 531, 1298, 605]
religious-notice bbox=[1093, 874, 1298, 962]
article-paragraph: At the evening service the church was crowded, it being the second communion service for the month. The Revs. Aroll and Wm. Hosans assisted Pastor Bolden in serving the communion. Two persons joined the church at the conclusion of the sermon. bbox=[583, 812, 853, 895]
column-3 bbox=[576, 92, 859, 2428]
article-paragraph: Mrs. R. P. Hamlin, general secretary and instructor of the teacher training class will have charge of the musical events at the Sunday School carnival to be held at 430 Vanderbilt avenue, March 24 to 26. N. B. Dodson has been reelected president for the twenty-third year. bbox=[583, 1924, 853, 2020]
religious-notices-column bbox=[1089, 92, 1302, 1248]
article-paragraph: in contemplation of favorable action upon the brief filed with the adjutant general and in preparation for examination and muster when ordered. bbox=[297, 92, 567, 147]
article-paragraph: A series of sermons on "The Causes of Wars and the Cost of War" are being preached at the Harlem Congregational Church. bbox=[583, 1077, 853, 1133]
article-paragraph: Mrs. Laura Major Washington is recovering from the effects of an operation performed two weeks ago for an external ailment. bbox=[583, 1335, 853, 1377]
